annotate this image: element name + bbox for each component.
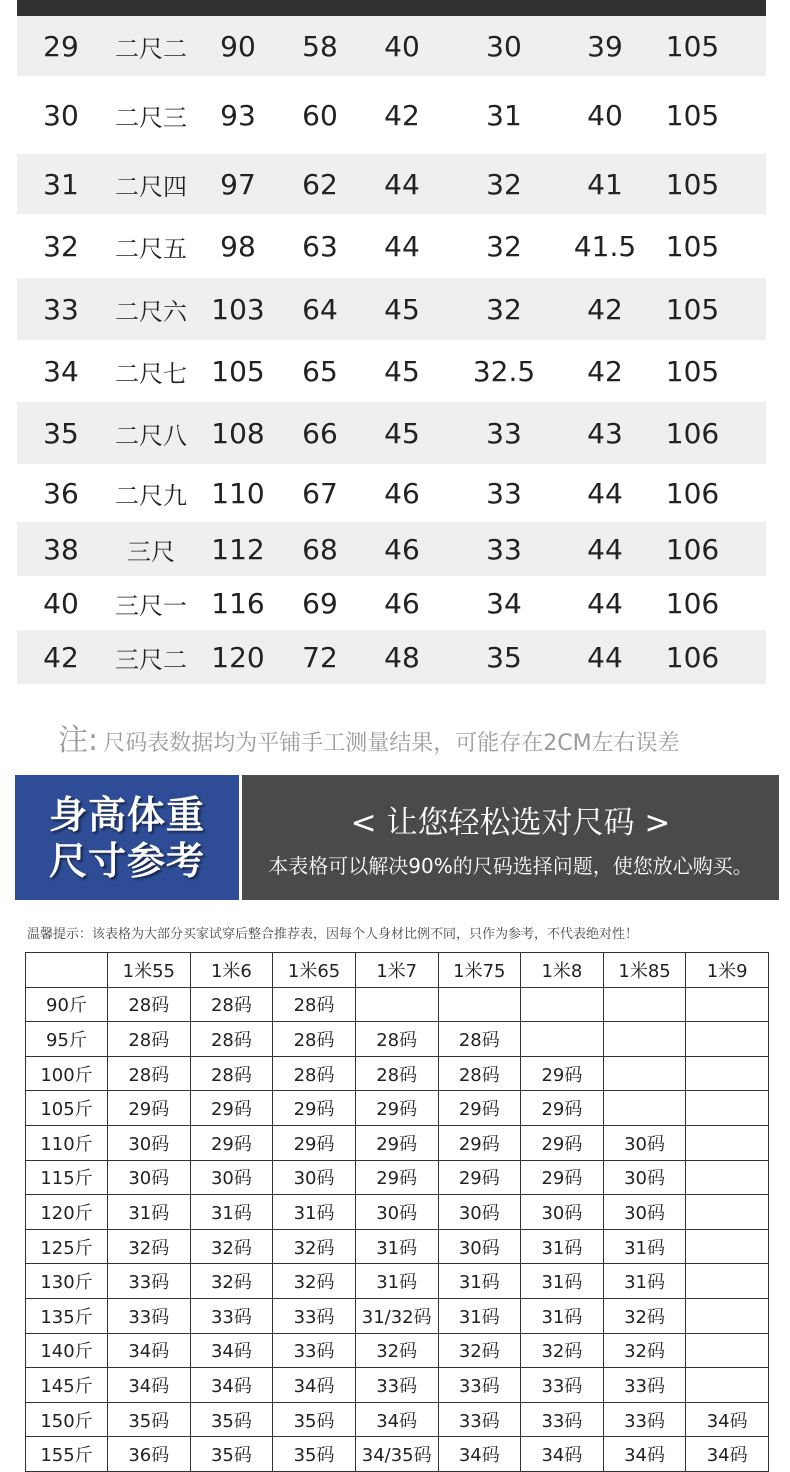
size-recommend-cell: 29码 (521, 1056, 604, 1091)
size-recommend-cell: 29码 (438, 1125, 521, 1160)
size-cell: 40 (43, 586, 79, 620)
header-cell: 1米8 (521, 953, 604, 988)
size-cell: 46 (384, 476, 420, 510)
size-cell: 105 (665, 229, 720, 263)
weight-cell: 155斤 (26, 1437, 108, 1472)
size-recommend-cell: 28码 (190, 1022, 273, 1057)
size-recommend-cell: 34码 (273, 1368, 356, 1403)
size-recommend-cell (521, 987, 604, 1022)
size-recommend-cell (686, 1229, 769, 1264)
weight-cell: 110斤 (26, 1125, 108, 1160)
size-cell: 105 (665, 29, 720, 63)
size-recommend-cell: 29码 (273, 1091, 356, 1126)
size-recommend-cell: 30码 (190, 1160, 273, 1195)
size-recommend-cell (686, 1056, 769, 1091)
size-recommend-cell: 34码 (190, 1333, 273, 1368)
size-cell: 58 (302, 29, 338, 63)
size-recommend-cell (686, 987, 769, 1022)
size-recommend-cell: 29码 (355, 1091, 438, 1126)
size-recommend-cell: 36码 (108, 1437, 191, 1472)
header-cell (26, 953, 108, 988)
size-cell: 35 (486, 640, 522, 674)
size-recommend-cell: 31码 (190, 1195, 273, 1230)
weight-cell: 145斤 (26, 1368, 108, 1403)
size-recommend-cell: 33码 (190, 1298, 273, 1333)
size-cell: 106 (665, 476, 720, 510)
size-recommend-cell (603, 1091, 686, 1126)
table-row (26, 1333, 769, 1368)
size-cell: 41.5 (573, 229, 637, 263)
size-cell: 120 (211, 640, 265, 674)
size-recommend-cell: 34码 (686, 1437, 769, 1472)
size-cell: 30 (486, 29, 522, 63)
banner-heading-line1: 身高体重 (48, 792, 205, 837)
banner-right-block (242, 775, 779, 900)
size-recommend-cell: 29码 (521, 1125, 604, 1160)
size-cell: 106 (665, 416, 720, 450)
size-cell: 44 (587, 640, 623, 674)
size-cell: 33 (43, 292, 79, 326)
size-cell: 90 (220, 29, 256, 63)
table-row (26, 1160, 769, 1195)
size-cell: 93 (220, 98, 256, 132)
size-recommend-cell: 34码 (521, 1437, 604, 1472)
size-recommend-cell: 30码 (603, 1160, 686, 1195)
size-recommend-cell: 34码 (686, 1402, 769, 1437)
size-recommend-cell: 28码 (108, 1022, 191, 1057)
size-cell: 48 (384, 640, 420, 674)
size-cell: 44 (384, 229, 420, 263)
size-recommend-cell: 28码 (273, 1022, 356, 1057)
size-recommend-cell: 31码 (521, 1264, 604, 1299)
size-recommend-cell: 34/35码 (355, 1437, 438, 1472)
table-row (26, 1229, 769, 1264)
weight-cell: 95斤 (26, 1022, 108, 1057)
size-recommend-cell (686, 1091, 769, 1126)
size-cell: 二尺八 (115, 421, 187, 450)
size-recommend-cell: 29码 (190, 1091, 273, 1126)
size-recommend-cell: 35码 (108, 1402, 191, 1437)
size-cell: 31 (486, 98, 522, 132)
header-cell: 1米85 (603, 953, 686, 988)
header-cell: 1米75 (438, 953, 521, 988)
size-row (17, 340, 766, 402)
size-recommend-cell (603, 1056, 686, 1091)
size-recommend-cell: 29码 (521, 1091, 604, 1126)
size-recommend-cell (686, 1160, 769, 1195)
size-recommend-cell: 32码 (438, 1333, 521, 1368)
size-recommend-cell: 35码 (190, 1437, 273, 1472)
size-cell: 106 (665, 532, 720, 566)
size-cell: 29 (43, 29, 79, 63)
size-recommend-cell (686, 1333, 769, 1368)
size-recommend-cell: 33码 (603, 1368, 686, 1403)
size-cell: 三尺 (127, 537, 175, 566)
size-cell: 108 (211, 416, 265, 450)
size-recommend-cell: 29码 (438, 1091, 521, 1126)
size-recommend-cell: 31码 (521, 1229, 604, 1264)
size-cell: 68 (302, 532, 338, 566)
size-recommend-cell: 31码 (355, 1264, 438, 1299)
table-row (26, 987, 769, 1022)
tip-text: 温馨提示：该表格为大部分买家试穿后整合推荐表，因每个人身材比例不同，只作为参考，不代表绝对性！ (27, 927, 639, 942)
size-recommend-cell (521, 1022, 604, 1057)
size-recommend-cell: 33码 (603, 1402, 686, 1437)
size-cell: 46 (384, 532, 420, 566)
size-cell: 二尺五 (115, 234, 187, 263)
size-recommend-cell: 35码 (190, 1402, 273, 1437)
weight-cell: 130斤 (26, 1264, 108, 1299)
size-cell: 45 (384, 354, 420, 388)
size-recommend-cell: 32码 (273, 1264, 356, 1299)
size-cell: 35 (43, 416, 79, 450)
size-recommend-cell: 29码 (355, 1125, 438, 1160)
table-row (26, 1091, 769, 1126)
size-recommend-cell: 31码 (438, 1264, 521, 1299)
size-recommend-cell: 34码 (355, 1402, 438, 1437)
size-row (17, 522, 766, 576)
size-recommend-cell: 33码 (108, 1298, 191, 1333)
size-cell: 二尺四 (115, 172, 187, 201)
size-recommend-cell: 32码 (190, 1229, 273, 1264)
size-cell: 63 (302, 229, 338, 263)
size-cell: 112 (211, 532, 265, 566)
size-cell: 44 (587, 586, 623, 620)
size-recommend-cell: 30码 (273, 1160, 356, 1195)
size-cell: 36 (43, 476, 79, 510)
size-cell: 40 (587, 98, 623, 132)
size-cell: 44 (587, 476, 623, 510)
size-cell: 33 (486, 476, 522, 510)
size-recommend-cell: 33码 (273, 1333, 356, 1368)
size-recommend-cell: 30码 (603, 1195, 686, 1230)
size-row (17, 278, 766, 340)
size-cell: 二尺三 (115, 103, 187, 132)
weight-cell: 150斤 (26, 1402, 108, 1437)
size-recommend-cell (686, 1125, 769, 1160)
size-cell: 116 (211, 586, 265, 620)
size-recommend-cell: 31码 (108, 1195, 191, 1230)
size-cell: 105 (665, 167, 720, 201)
size-recommend-cell: 32码 (603, 1333, 686, 1368)
size-cell: 二尺九 (115, 481, 187, 510)
size-cell: 42 (43, 640, 79, 674)
size-recommend-cell: 33码 (355, 1368, 438, 1403)
size-cell: 41 (587, 167, 623, 201)
size-cell: 38 (43, 532, 79, 566)
size-recommend-cell: 30码 (108, 1125, 191, 1160)
size-cell: 45 (384, 292, 420, 326)
size-cell: 106 (665, 640, 720, 674)
header-cell: 1米65 (273, 953, 356, 988)
size-recommend-cell (686, 1195, 769, 1230)
size-cell: 67 (302, 476, 338, 510)
size-recommend-cell: 32码 (521, 1333, 604, 1368)
size-recommend-cell (686, 1368, 769, 1403)
size-recommend-cell: 33码 (521, 1402, 604, 1437)
size-cell: 66 (302, 416, 338, 450)
height-weight-table (25, 952, 769, 1472)
size-row (17, 402, 766, 464)
size-recommend-cell (686, 1022, 769, 1057)
table-header-row (26, 953, 769, 988)
size-recommend-cell: 30码 (438, 1229, 521, 1264)
size-cell: 60 (302, 98, 338, 132)
size-cell: 97 (220, 167, 256, 201)
size-recommend-cell: 31码 (438, 1298, 521, 1333)
size-recommend-cell: 32码 (108, 1229, 191, 1264)
size-cell: 110 (211, 476, 265, 510)
table-row (26, 1125, 769, 1160)
size-recommend-cell: 30码 (355, 1195, 438, 1230)
size-recommend-cell: 30码 (438, 1195, 521, 1230)
size-cell: 二尺七 (115, 359, 187, 388)
size-recommend-cell: 28码 (190, 1056, 273, 1091)
table-row (26, 1022, 769, 1057)
size-cell: 32 (486, 229, 522, 263)
size-cell: 65 (302, 354, 338, 388)
size-row (17, 464, 766, 522)
header-cell: 1米55 (108, 953, 191, 988)
size-cell: 69 (302, 586, 338, 620)
size-recommend-cell: 31码 (273, 1195, 356, 1230)
table-row (26, 1298, 769, 1333)
size-cell: 43 (587, 416, 623, 450)
weight-cell: 90斤 (26, 987, 108, 1022)
size-cell: 106 (665, 586, 720, 620)
table-row (26, 1368, 769, 1403)
size-cell: 44 (384, 167, 420, 201)
size-cell: 32 (486, 292, 522, 326)
size-recommend-cell: 28码 (355, 1022, 438, 1057)
size-recommend-cell: 30码 (521, 1195, 604, 1230)
size-recommend-cell: 30码 (108, 1160, 191, 1195)
header-cell: 1米9 (686, 953, 769, 988)
size-cell: 32.5 (472, 354, 536, 388)
size-measurement-table (17, 16, 766, 684)
size-cell: 103 (211, 292, 265, 326)
size-cell: 64 (302, 292, 338, 326)
size-recommend-cell: 33码 (438, 1368, 521, 1403)
size-cell: 30 (43, 98, 79, 132)
size-recommend-cell: 31码 (603, 1264, 686, 1299)
size-cell: 31 (43, 167, 79, 201)
size-recommend-cell: 29码 (438, 1160, 521, 1195)
size-recommend-cell: 35码 (273, 1402, 356, 1437)
size-recommend-cell: 28码 (438, 1022, 521, 1057)
size-recommend-cell: 31码 (603, 1229, 686, 1264)
size-recommend-cell: 33码 (108, 1264, 191, 1299)
note-lead: 注: (58, 723, 99, 758)
size-recommend-cell: 29码 (521, 1160, 604, 1195)
size-recommend-cell (603, 987, 686, 1022)
banner-title: < 让您轻松选对尺码 > (350, 804, 671, 841)
weight-cell: 120斤 (26, 1195, 108, 1230)
size-recommend-cell: 28码 (190, 987, 273, 1022)
size-recommend-cell: 32码 (273, 1229, 356, 1264)
size-row (17, 214, 766, 278)
weight-cell: 105斤 (26, 1091, 108, 1126)
size-recommend-cell: 29码 (273, 1125, 356, 1160)
size-cell: 105 (665, 98, 720, 132)
size-recommend-cell (438, 987, 521, 1022)
banner-heading-line2: 尺寸参考 (48, 838, 205, 883)
size-recommend-cell: 28码 (438, 1056, 521, 1091)
size-recommend-cell (603, 1022, 686, 1057)
weight-cell: 125斤 (26, 1229, 108, 1264)
size-recommend-cell: 31/32码 (355, 1298, 438, 1333)
size-recommend-cell: 33码 (438, 1402, 521, 1437)
size-recommend-cell: 33码 (521, 1368, 604, 1403)
size-row (17, 630, 766, 684)
size-recommend-cell (355, 987, 438, 1022)
size-cell: 42 (384, 98, 420, 132)
size-row (17, 16, 766, 76)
size-recommend-cell: 31码 (521, 1298, 604, 1333)
table-row (26, 1056, 769, 1091)
size-recommend-cell: 28码 (273, 987, 356, 1022)
measurement-note (58, 715, 680, 759)
banner-subtitle: 本表格可以解决90%的尺码选择问题，使您放心购买。 (268, 853, 753, 878)
size-recommend-cell: 28码 (108, 1056, 191, 1091)
table-row (26, 1402, 769, 1437)
size-cell: 33 (486, 532, 522, 566)
size-row (17, 576, 766, 630)
size-recommend-cell: 29码 (355, 1160, 438, 1195)
size-recommend-cell: 31码 (355, 1229, 438, 1264)
size-cell: 44 (587, 532, 623, 566)
size-row (17, 154, 766, 214)
size-cell: 39 (587, 29, 623, 63)
table-row (26, 1195, 769, 1230)
size-recommend-cell: 28码 (108, 987, 191, 1022)
top-dark-bar (17, 0, 766, 16)
table-row (26, 1264, 769, 1299)
size-cell: 三尺二 (115, 645, 187, 674)
note-text: 尺码表数据均为平铺手工测量结果，可能存在2CM左右误差 (103, 731, 680, 756)
table-row (26, 1437, 769, 1472)
size-cell: 62 (302, 167, 338, 201)
size-cell: 105 (665, 354, 720, 388)
banner-left-block (15, 775, 239, 900)
size-recommend-cell: 28码 (355, 1056, 438, 1091)
size-cell: 42 (587, 354, 623, 388)
size-cell: 34 (43, 354, 79, 388)
size-recommend-cell: 30码 (603, 1125, 686, 1160)
size-cell: 72 (302, 640, 338, 674)
size-cell: 98 (220, 229, 256, 263)
size-recommend-cell: 32码 (190, 1264, 273, 1299)
size-cell: 32 (486, 167, 522, 201)
size-recommend-cell: 29码 (190, 1125, 273, 1160)
weight-cell: 135斤 (26, 1298, 108, 1333)
header-cell: 1米6 (190, 953, 273, 988)
size-recommend-cell: 32码 (355, 1333, 438, 1368)
size-recommend-cell: 34码 (438, 1437, 521, 1472)
size-recommend-cell (686, 1264, 769, 1299)
size-cell: 32 (43, 229, 79, 263)
size-cell: 三尺一 (115, 591, 187, 620)
size-cell: 40 (384, 29, 420, 63)
size-recommend-cell: 35码 (273, 1437, 356, 1472)
size-cell: 42 (587, 292, 623, 326)
size-row (17, 76, 766, 154)
size-recommend-cell: 34码 (190, 1368, 273, 1403)
size-cell: 105 (211, 354, 265, 388)
size-cell: 33 (486, 416, 522, 450)
size-cell: 34 (486, 586, 522, 620)
size-recommend-cell: 34码 (108, 1368, 191, 1403)
size-recommend-cell: 28码 (273, 1056, 356, 1091)
header-cell: 1米7 (355, 953, 438, 988)
size-recommend-cell: 33码 (273, 1298, 356, 1333)
size-recommend-cell: 34码 (108, 1333, 191, 1368)
weight-cell: 115斤 (26, 1160, 108, 1195)
size-cell: 二尺六 (115, 297, 187, 326)
size-cell: 45 (384, 416, 420, 450)
weight-cell: 100斤 (26, 1056, 108, 1091)
size-recommend-cell: 32码 (603, 1298, 686, 1333)
size-cell: 二尺二 (115, 34, 187, 63)
size-recommend-cell: 34码 (603, 1437, 686, 1472)
weight-cell: 140斤 (26, 1333, 108, 1368)
size-recommend-cell: 29码 (108, 1091, 191, 1126)
size-cell: 105 (665, 292, 720, 326)
size-recommend-cell (686, 1298, 769, 1333)
size-cell: 46 (384, 586, 420, 620)
